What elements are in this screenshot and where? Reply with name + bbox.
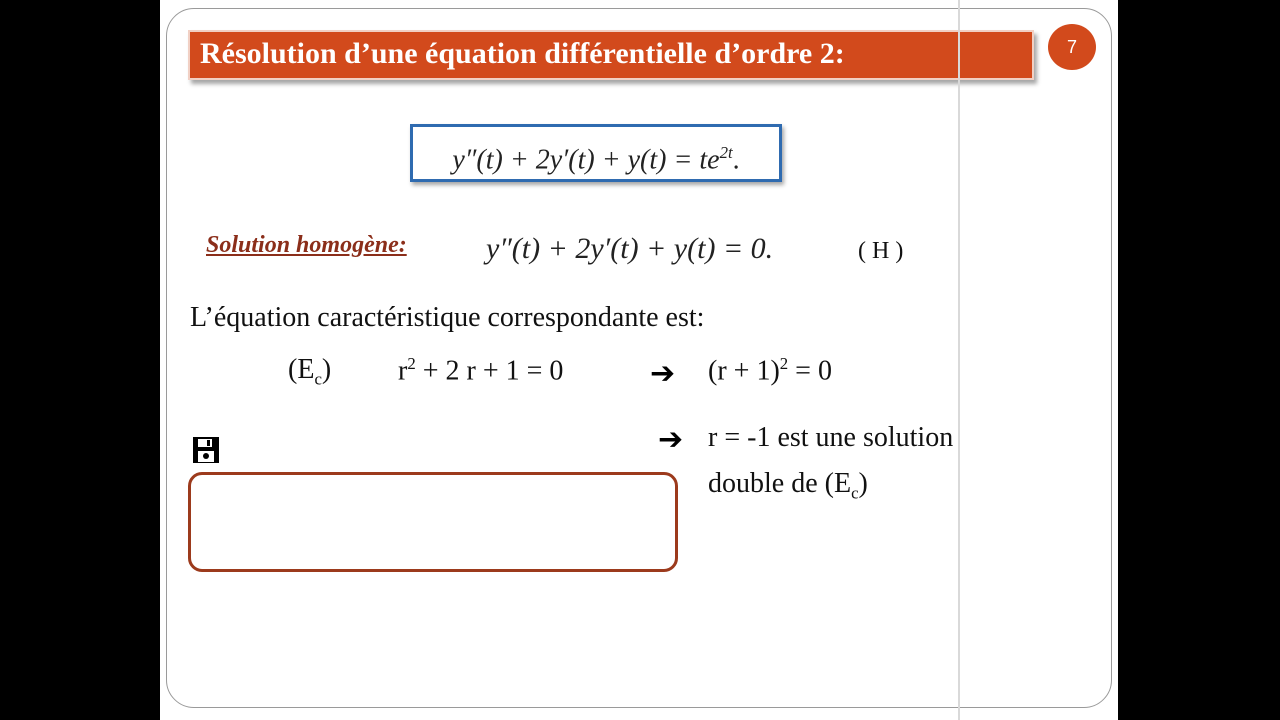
factored-base: (r + 1)	[708, 355, 780, 387]
char-eq-r: r	[398, 355, 408, 387]
floppy-disk-icon	[192, 436, 220, 464]
factored-exp: 2	[779, 354, 789, 373]
characteristic-equation	[398, 354, 563, 387]
conclusion-line-2	[708, 468, 868, 504]
ec-label	[288, 354, 331, 390]
main-equation-end: .	[732, 144, 740, 176]
factored-equation	[708, 354, 832, 387]
slide-edge	[958, 0, 960, 720]
ec-label-end: )	[321, 354, 332, 385]
ec-label-base: (E	[288, 354, 315, 385]
main-equation-box	[410, 124, 782, 182]
ec-label-sub: c	[314, 369, 322, 389]
homogeneous-equation: y″(t) + 2y′(t) + y(t) = 0.	[486, 232, 774, 265]
factored-rest: = 0	[788, 355, 832, 387]
right-arrow-icon: ➔	[658, 422, 684, 457]
main-equation-exponent: 2t	[719, 143, 733, 162]
slide	[160, 0, 1118, 720]
slide-title: Résolution d’une équation différentielle d’ordre 2:	[188, 30, 1034, 80]
main-equation-lhs: y″(t) + 2y′(t) + y(t) = te	[452, 144, 720, 176]
conclusion-line-2-end: )	[858, 468, 868, 499]
conclusion-line-2-base: double de (E	[708, 468, 852, 499]
page-number-badge: 7	[1048, 24, 1096, 70]
characteristic-intro: L’équation caractéristique correspondante est:	[190, 302, 705, 333]
answer-box	[188, 472, 678, 572]
right-arrow-icon: ➔	[650, 356, 676, 391]
homogeneous-tag: ( H )	[858, 238, 904, 264]
conclusion-line-1: r = -1 est une solution	[708, 422, 954, 453]
char-eq-exp: 2	[407, 354, 416, 373]
conclusion-line-2-sub: c	[851, 483, 859, 503]
homogeneous-solution-label: Solution homogène:	[206, 232, 407, 258]
char-eq-rest: + 2 r + 1 = 0	[415, 355, 564, 387]
